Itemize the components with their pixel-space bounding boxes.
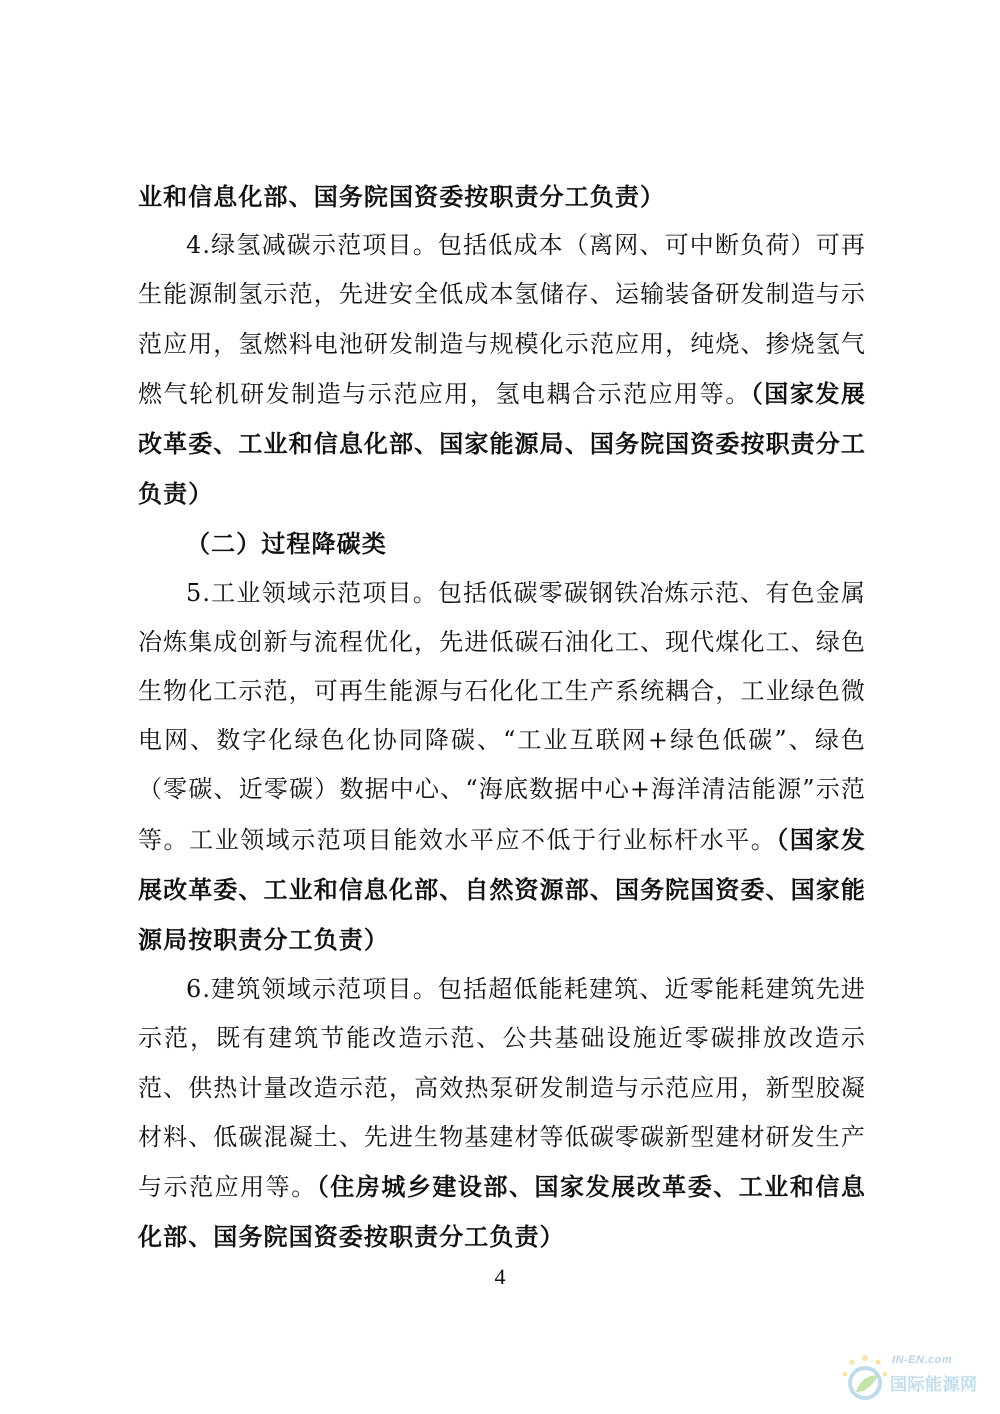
- paragraph-building-demo: [138, 965, 866, 1262]
- section-heading-process-carbon-reduction: （二）过程降碳类: [186, 529, 387, 559]
- paragraph-green-hydrogen-text: 4.绿氢减碳示范项目。包括低成本（离网、可中断负荷）可再生能源制氢示范，先进安全低成本氢储存、运输装备研发制造与示范应用，氢燃料电池研发制造与规模化示范应用，纯烧、掺烧氢气燃气轮机研发制造与示范应用，氢电耦合示范应用等。: [138, 231, 866, 408]
- paragraph-building-demo-responsible: （住房城乡建设部、国家发展改革委、工业和信息化部、国务院国资委按职责分工负责）: [138, 1172, 867, 1252]
- paragraph-continuation-text: 业和信息化部、国务院国资委按职责分工负责）: [138, 182, 666, 211]
- paragraph-industrial-demo-text: 5.工业领域示范项目。包括低碳零碳钢铁冶炼示范、有色金属冶炼集成创新与流程优化，先进低碳石油化工、现代煤化工、绿色生物化工示范，可再生能源与石化化工生产系统耦合，工业绿色微电网、数字化绿色化协同降碳、“工业互联网+绿色低碳”、绿色（零碳、近零碳）数据中心、“海底数据中心+海洋清洁能源”示范等。工业领域示范项目能效水平应不低于行业标杆水平。: [138, 578, 866, 854]
- document-body: [138, 172, 866, 1262]
- paragraph-green-hydrogen: [138, 221, 866, 519]
- paragraph-continuation: [138, 172, 866, 221]
- sun-leaf-logo-icon: [838, 1352, 892, 1406]
- paragraph-industrial-demo-responsible: （国家发展改革委、工业和信息化部、自然资源部、国务院国资委、国家能源局按职责分工负责）: [138, 824, 866, 955]
- watermark-url: IN-EN.com: [892, 1354, 953, 1366]
- paragraph-industrial-demo: [138, 569, 866, 966]
- paragraph-building-demo-text: 6.建筑领域示范项目。包括超低能耗建筑、近零能耗建筑先进示范，既有建筑节能改造示范、公共基础设施近零碳排放改造示范、供热计量改造示范，高效热泵研发制造与示范应用，新型胶凝材料、低碳混凝土、先进生物基建材等低碳零碳新型建材研发生产与示范应用等。: [138, 975, 866, 1202]
- paragraph-green-hydrogen-responsible: （国家发展改革委、工业和信息化部、国家能源局、国务院国资委按职责分工负责）: [138, 378, 866, 509]
- page-number: 4: [494, 1264, 506, 1289]
- watermark-name: 国际能源网: [890, 1375, 978, 1395]
- watermark: [838, 1348, 988, 1406]
